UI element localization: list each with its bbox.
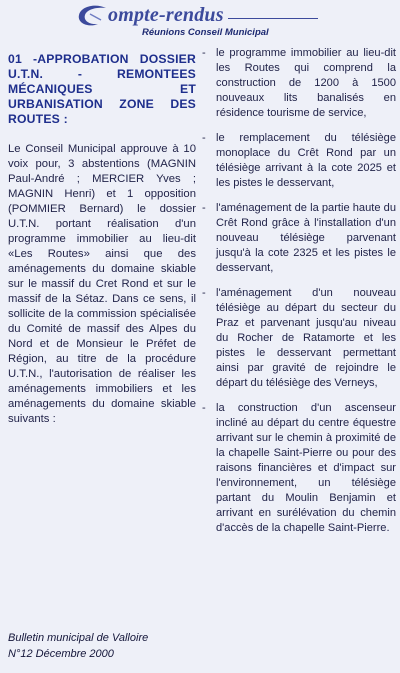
header-title: ompte-rendus xyxy=(108,4,224,26)
list-dash: - xyxy=(202,47,206,59)
list-item-text: la construction d'un ascenseur incliné au départ du centre équestre arrivant sur le chemin à proximité de la chapelle Saint-Pierre ou pour des raisons financières et d'impact sur l'environnement, un télésiège partant du Moulin Benjamin et arrivant en surélévation du chemin d'accès de la chapelle Saint-Pierre. xyxy=(216,402,396,534)
list-dash: - xyxy=(202,202,206,214)
list-item xyxy=(200,401,396,536)
list-item xyxy=(200,201,396,276)
approval-list xyxy=(200,46,396,536)
footer-issue: N°12 Décembre 2000 xyxy=(8,648,114,660)
footer-publication: Bulletin municipal de Valloire xyxy=(8,632,149,644)
header-subtitle: Réunions Conseil Municipal xyxy=(142,27,269,38)
list-dash: - xyxy=(202,132,206,144)
list-item-text: le remplacement du télésiège monoplace du Crêt Rond par un télésiège arrivant à la cote 2025 et les pistes le desservant, xyxy=(216,132,396,189)
list-item xyxy=(200,46,396,121)
left-column xyxy=(8,52,196,427)
header xyxy=(0,0,400,42)
header-rule xyxy=(228,18,318,19)
list-dash: - xyxy=(202,287,206,299)
section-title: 01 -APPROBATION DOSSIER U.T.N. - REMONTEES MÉCANIQUES ET URBANISATION ZONE DES ROUTES : xyxy=(8,52,196,126)
list-item-text: l'aménagement d'un nouveau télésiège au départ du secteur du Praz et parvenant jusqu'au niveau du Rocher de Ratamorte et les pistes le desservant permettant ainsi par gravité de rejoindre le départ du télésiège des Verneys, xyxy=(216,287,396,389)
list-dash: - xyxy=(202,402,206,414)
swoosh-c-icon xyxy=(76,4,110,28)
right-column xyxy=(200,46,396,546)
intro-paragraph: Le Conseil Municipal approuve à 10 voix pour, 3 abstentions (MAGNIN Paul-André ; MERCIER Yves ; MAGNIN Henri) et 1 opposition (POMMIER Bernard) le dossier U.T.N. portant réalisation d'un programme immobilier au lieu-dit «Les Routes» ainsi que des aménagements du domaine skiable sur le massif du Cret Rond et sur le massif de la Sétaz. Dans ce sens, il sollicite de la commission spécialisée du Comité de massif des Alpes du Nord et de Monsieur le Préfet de Région, au titre de la procédure U.T.N., l'autorisation de réaliser les aménagements immobiliers et les aménagements du domaine skiable suivants : xyxy=(8,143,196,425)
list-item-text: l'aménagement de la partie haute du Crêt Rond grâce à l'installation d'un nouveau télésiège parvenant jusqu'à la cote 2325 et les pistes le desservant, xyxy=(216,202,396,274)
list-item xyxy=(200,131,396,191)
footer xyxy=(8,630,193,662)
list-item-text: le programme immobilier au lieu-dit les Routes qui comprend la construction de 1200 à 1500 nouveaux lits banalisés en résidence tourisme de service, xyxy=(216,47,396,119)
list-item xyxy=(200,286,396,391)
